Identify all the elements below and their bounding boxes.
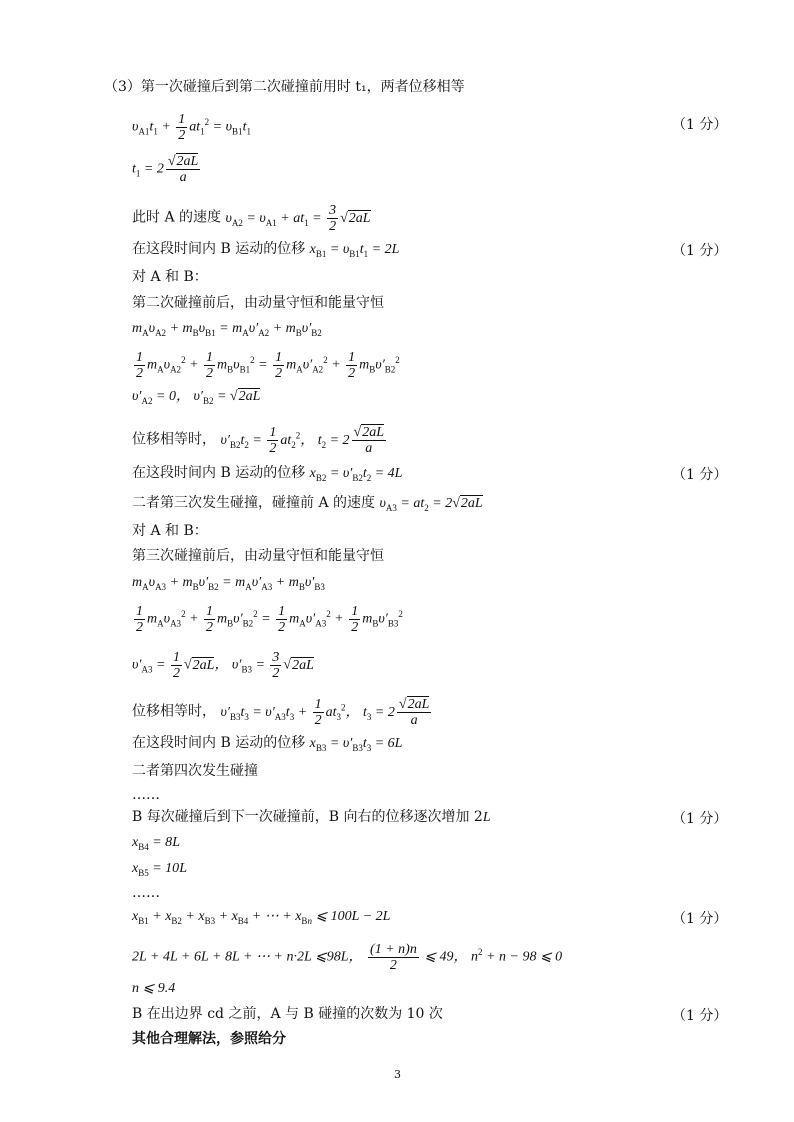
energy-equation-3: $\frac{1}{2}$ $m_A\upsilon_{A3}^2$ + $\frac{1}{2}$ $m_B\upsilon'_{B2}^2$ = $\frac{1}{2}$ $m_A\upsilon'_{A3}^2$ + $\frac{1}{2}$ $m_B\upsilon'_{B3}^2$: [136, 604, 403, 635]
displacement-b5: $x_{B5} = 10L$: [132, 861, 187, 878]
ellipsis: ……: [132, 885, 160, 901]
third-collision-velocity: 二者第三次发生碰撞，碰撞前 A 的速度 $\upsilon_{A3} = at_2 = 2√2aL$: [132, 495, 483, 513]
page-number: 3: [394, 1068, 401, 1081]
equation-displacement-1: $\upsilon_{A1}t_1$ + $\frac{1}{2}$ $at_1^2 = \upsilon_{B1}t_1$: [132, 112, 251, 143]
displacement-b4: $x_{B4} = 8L$: [132, 835, 180, 852]
third-collision-heading: 第三次碰撞前后，由动量守恒和能量守恒: [132, 548, 384, 564]
score-label: （1 分）: [672, 811, 728, 827]
displacement-increase: B 每次碰撞后到下一次碰撞前，B 向右的位移逐次增加 2L: [132, 809, 491, 825]
equal-displacement-2: 位移相等时， $\upsilon'_{B2}t_2$ = $\frac{1}{2}$ $at_2^2$， $t_2 = 2$ $\frac{√2aL}{a}$: [132, 425, 385, 456]
fourth-collision: 二者第四次发生碰撞: [132, 763, 258, 779]
momentum-equation-3: $m_A\upsilon_{A3} + m_B\upsilon'_{B2} = m_A\upsilon'_{A3} + m_B\upsilon'_{B3}$: [132, 575, 325, 592]
n-bound: n ⩽ 9.4: [132, 981, 176, 996]
displacement-sum-inequality: $x_{B1} + x_{B2} + x_{B3} + x_{B4}$ + ⋯ + $x_{Bn}$ ⩽ 100L − 2L: [132, 909, 391, 926]
velocity-a2: 此时 A 的速度 $\upsilon_{A2} = \upsilon_{A1} + at_1$ = $\frac{3}{2}$ √2aL: [132, 203, 371, 234]
score-label: （1 分）: [672, 1008, 728, 1024]
second-collision-heading: 第二次碰撞前后，由动量守恒和能量守恒: [132, 295, 384, 311]
velocities-after-2: $\upsilon'_{A2} = 0$， $\upsilon'_{B2} = √2aL$: [132, 389, 261, 406]
score-label: （1 分）: [672, 117, 728, 133]
momentum-equation-2: $m_A\upsilon_{A2} + m_B\upsilon_{B1} = m_A\upsilon'_{A2} + m_B\upsilon'_{B2}$: [132, 321, 322, 338]
grading-note: 其他合理解法，参照给分: [132, 1031, 286, 1047]
score-label: （1 分）: [672, 467, 728, 483]
displacement-b2: 在这段时间内 B 运动的位移 $x_{B2} = \upsilon'_{B2}t_2 = 4L$: [132, 465, 403, 483]
collision-count: B 在出边界 cd 之前，A 与 B 碰撞的次数为 10 次: [132, 1006, 443, 1022]
velocities-after-3: $\upsilon'_{A3}$ = $\frac{1}{2}$ √2aL， $\upsilon'_{B3}$ = $\frac{3}{2}$ √2aL: [132, 650, 314, 681]
displacement-b3: 在这段时间内 B 运动的位移 $x_{B3} = \upsilon'_{B3}t_3 = 6L$: [132, 735, 403, 753]
for-a-and-b: 对 A 和 B：: [132, 523, 208, 539]
score-label: （1 分）: [672, 243, 728, 259]
displacement-b1: 在这段时间内 B 运动的位移 $x_{B1} = \upsilon_{B1}t_1 = 2L$: [132, 241, 400, 259]
score-label: （1 分）: [672, 911, 728, 927]
equation-t1: $t_1 = 2$ $\frac{√2aL}{a}$: [132, 154, 199, 185]
equal-displacement-3: 位移相等时， $\upsilon'_{B3}t_3 = \upsilon'_{A3}t_3$ + $\frac{1}{2}$ $at_3^2$， $t_3 = 2$ $\frac{√2aL}{a}$: [132, 697, 430, 728]
ellipsis: ……: [132, 787, 160, 803]
for-a-and-b: 对 A 和 B：: [132, 269, 208, 285]
part-3-intro: （3）第一次碰撞后到第二次碰撞前用时 t₁，两者位移相等: [104, 79, 465, 95]
energy-equation-2: $\frac{1}{2}$ $m_A\upsilon_{A2}^2$ + $\frac{1}{2}$ $m_B\upsilon_{B1}^2$ = $\frac{1}{2}$ $m_A\upsilon'_{A2}^2$ + $\frac{1}{2}$ $m_B\upsilon'_{B2}^2$: [136, 350, 400, 381]
series-inequality: 2L + 4L + 6L + 8L + ⋯ + n·2L ⩽98L， $\frac{(1 + n)n}{2}$ ⩽ 49， $n^2 + n - 98$ ⩽ 0: [132, 942, 563, 973]
